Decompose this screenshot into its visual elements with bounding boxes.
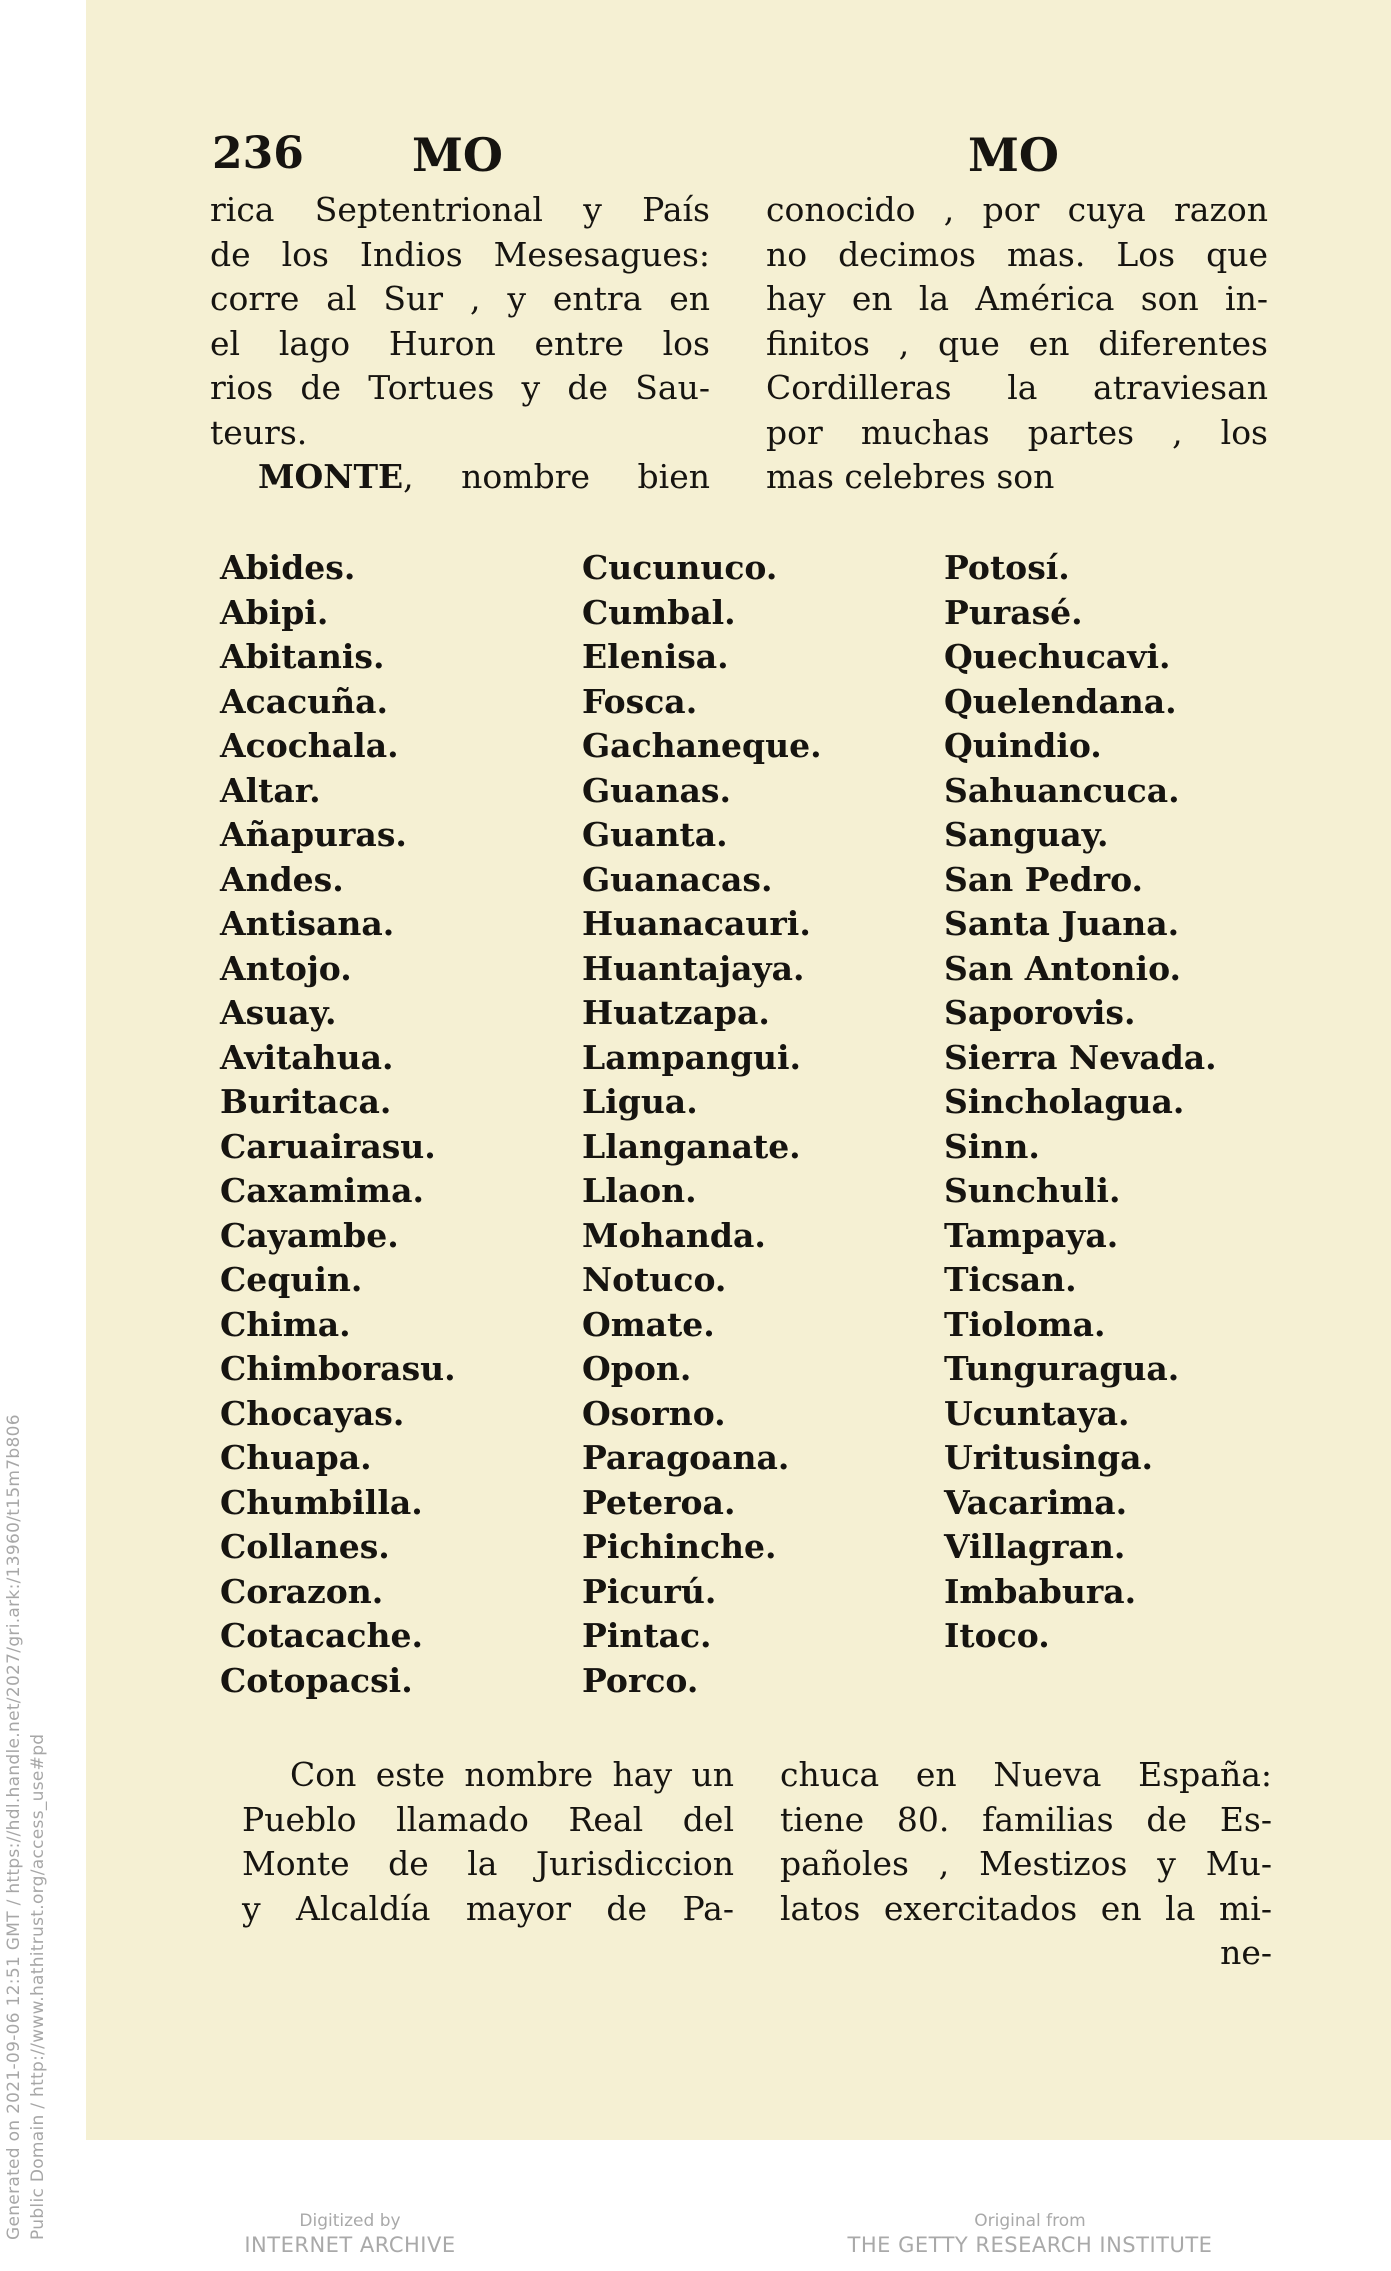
digitizer-credit [220,2210,480,2258]
original-from-label: Original from [974,2211,1086,2231]
catchword: ne- [1220,1933,1272,1972]
digitized-by-label: Digitized by [299,2211,401,2231]
text-line: el lago Huron entre los [210,323,710,363]
running-head-right: MO [968,128,1059,182]
mountain-name: Pintac. [582,1616,712,1655]
mountain-name: Sierra Nevada. [944,1037,1217,1077]
page-number: 236 [212,128,304,179]
mountain-name: Chima. [220,1304,351,1344]
top-right-column [766,188,1268,500]
mountain-name: Quindio. [944,726,1102,765]
running-head-left: MO [412,128,503,182]
mountain-name: Potosí. [944,548,1070,587]
mountain-name: Caxamima. [220,1171,424,1210]
mountain-name: Caruairasu. [220,1126,436,1166]
mountain-name: San Antonio. [944,948,1181,988]
mountain-name: Vacarima. [944,1482,1128,1522]
watermark-line-2: Public Domain / http://www.hathitrust.org/access_use#pd [28,1733,48,2240]
mountain-name: Cotopacsi. [220,1660,413,1700]
text-line: pañoles , Mestizos y Mu- [780,1844,1272,1883]
mountain-name: Corazon. [220,1571,384,1611]
watermark-line-1: Generated on 2021-09-06 12:51 GMT / https://hdl.handle.net/2027/gri.ark:/13960/t15m7b806 [4,1414,24,2240]
mountain-name: Huatzapa. [582,993,770,1032]
mountain-name: Tioloma. [944,1304,1106,1344]
mountain-name: Picurú. [582,1571,717,1611]
mountain-name: Buritaca. [220,1082,392,1121]
mountain-name: Cequin. [220,1260,363,1299]
mountain-name: Santa Juana. [944,904,1180,943]
mountain-name: Huantajaya. [582,948,805,988]
source-credit [840,2210,1220,2258]
text-line: y Alcaldía mayor de Pa- [242,1888,734,1928]
text-line: corre al Sur , y entra en [210,279,710,318]
mountain-name: Sunchuli. [944,1171,1121,1210]
mountain-name: Añapuras. [220,815,407,854]
mountain-name: Guanta. [582,815,728,854]
text-line: rica Septentrional y País [210,190,710,229]
mountain-name: Cumbal. [582,592,736,632]
mountain-list-column-1 [220,546,456,1703]
mountain-name: Uritusinga. [944,1438,1153,1477]
bottom-left-column [242,1753,734,1931]
mountain-name: Sanguay. [944,815,1109,854]
mountain-name: Pichinche. [582,1527,777,1566]
mountain-name: Fosca. [582,681,698,721]
mountain-name: Omate. [582,1304,715,1344]
mountain-name: Sincholagua. [944,1082,1185,1121]
getty-label: THE GETTY RESEARCH INSTITUTE [847,2233,1213,2257]
text-line: Monte de la Jurisdiccion [242,1844,734,1883]
text-line: teurs. [210,412,308,452]
mountain-name: Sahuancuca. [944,770,1180,810]
mountain-name: Peteroa. [582,1482,736,1522]
mountain-name: Tunguragua. [944,1349,1180,1388]
mountain-name: Cotacache. [220,1616,423,1655]
text-line: tiene 80. familias de Es- [780,1799,1272,1839]
mountain-name: Imbabura. [944,1571,1137,1611]
generation-watermark [2,1040,50,2240]
mountain-list-column-3 [944,546,1217,1659]
top-left-column [210,188,710,500]
mountain-name: Gachaneque. [582,726,822,765]
page-header [86,128,1391,188]
mountain-name: Sinn. [944,1126,1040,1166]
mountain-name: Altar. [220,770,321,810]
mountain-name: Mohanda. [582,1215,766,1255]
mountain-name: Guanas. [582,770,731,810]
mountain-name: Notuco. [582,1260,727,1299]
text-line: conocido , por cuya razon [766,190,1268,229]
mountain-name: Llanganate. [582,1126,801,1166]
text-line: no decimos mas. Los que [766,234,1268,274]
mountain-name: Acacuña. [220,681,389,721]
mountain-name: Acochala. [220,726,399,765]
text-line: por muchas partes , los [766,412,1268,452]
mountain-name: Chumbilla. [220,1482,423,1522]
mountain-name: Chimborasu. [220,1349,456,1388]
text-line: Con este nombre hay un [290,1755,734,1794]
mountain-name: Saporovis. [944,993,1136,1032]
mountain-name: Quelendana. [944,681,1177,721]
mountain-name: Paragoana. [582,1438,790,1477]
mountain-name: Antojo. [220,948,352,988]
text-line: rios de Tortues y de Sau- [210,368,710,407]
mountain-name: Ticsan. [944,1260,1077,1299]
bottom-right-column [780,1753,1272,1976]
mountain-name: Andes. [220,859,344,899]
mountain-name: Tampaya. [944,1215,1119,1255]
mountain-name: Avitahua. [220,1037,394,1077]
mountain-name: Llaon. [582,1171,697,1210]
text-line: hay en la América son in- [766,279,1268,318]
book-page [86,0,1391,2140]
entry-heading-line [210,455,710,500]
mountain-name: Guanacas. [582,859,773,899]
mountain-name: Elenisa. [582,637,729,676]
text-line: finitos , que en diferentes [766,323,1268,363]
mountain-name: Antisana. [220,904,395,943]
internet-archive-label: INTERNET ARCHIVE [244,2233,456,2257]
mountain-name: Huanacauri. [582,904,811,943]
mountain-name: Ucuntaya. [944,1393,1130,1433]
mountain-name: Abides. [220,548,356,587]
mountain-name: San Pedro. [944,859,1143,899]
mountain-name: Collanes. [220,1527,390,1566]
mountain-name: Chuapa. [220,1438,372,1477]
mountain-list-column-2 [582,546,822,1703]
text-line: de los Indios Mesesagues: [210,234,710,274]
mountain-name: Purasé. [944,592,1083,632]
text-line: mas celebres son [766,457,1055,496]
mountain-name: Abitanis. [220,637,385,676]
mountain-name: Porco. [582,1660,699,1700]
text-line: chuca en Nueva España: [780,1755,1272,1794]
mountain-name: Opon. [582,1349,692,1388]
mountain-name: Quechucavi. [944,637,1171,676]
mountain-name: Cucunuco. [582,548,778,587]
mountain-name: Abipi. [220,592,329,632]
mountain-name: Chocayas. [220,1393,405,1433]
text-line: Cordilleras la atraviesan [766,368,1268,407]
mountain-name: Cayambe. [220,1215,399,1255]
text-line: latos exercitados en la mi- [780,1888,1272,1928]
mountain-name: Itoco. [944,1616,1050,1655]
entry-headword: MONTE [258,457,404,496]
mountain-name: Osorno. [582,1393,726,1433]
entry-text: , nombre bien [403,457,710,496]
mountain-name: Ligua. [582,1082,698,1121]
text-line: Pueblo llamado Real del [242,1799,734,1839]
mountain-name: Asuay. [220,993,337,1032]
mountain-name: Lampangui. [582,1037,802,1077]
mountain-name: Villagran. [944,1527,1126,1566]
